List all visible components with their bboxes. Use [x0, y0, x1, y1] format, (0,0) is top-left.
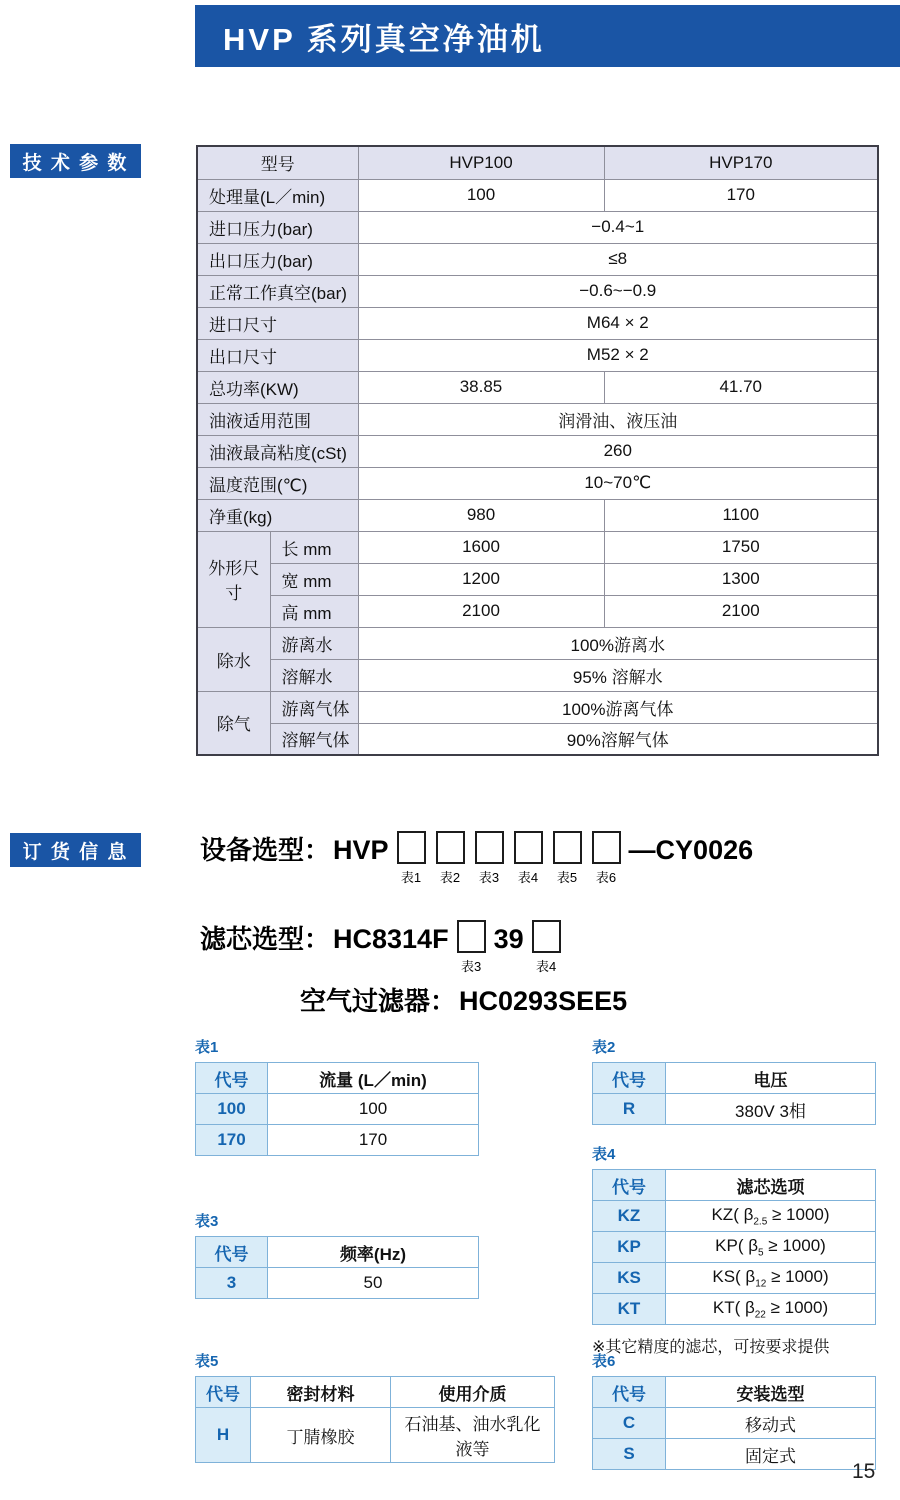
device-selection-label: 设备选型： [200, 835, 331, 865]
spec-sub-label: 高 mm [270, 595, 358, 627]
device-selection-line [200, 831, 756, 884]
spec-row [197, 531, 878, 563]
sub-table-row [593, 1294, 876, 1325]
code-box [532, 920, 561, 953]
spec-row [197, 275, 878, 307]
code-box [436, 831, 465, 864]
filter-selection-line [200, 920, 566, 973]
sub-table-header-cell: 密封材料 [251, 1377, 391, 1408]
air-filter-label: 空气过滤器： [300, 986, 457, 1016]
sub-table-3 [195, 1210, 479, 1299]
spec-row-label: 出口尺寸 [197, 339, 358, 371]
spec-row [197, 403, 878, 435]
sub-table-cell: KT [593, 1294, 666, 1325]
spec-value-cell: ≤8 [358, 243, 878, 275]
code-box [514, 831, 543, 864]
spec-header-hvp170: HVP170 [604, 146, 878, 179]
spec-group-label: 除水 [197, 627, 270, 691]
sub-table-4 [592, 1143, 876, 1357]
code-box-group [553, 831, 582, 884]
sub-table-cell: H [196, 1408, 251, 1463]
code-box-group [457, 920, 486, 973]
spec-sub-label: 溶解水 [270, 659, 358, 691]
spec-value-cell: −0.4~1 [358, 211, 878, 243]
filter-code-segments [330, 920, 566, 973]
sub-table [195, 1376, 555, 1463]
page-title: HVP 系列真空净油机 [223, 21, 545, 57]
sub-table-row [593, 1201, 876, 1232]
spec-value-cell: 1200 [358, 563, 604, 595]
sub-table-cell: 50 [268, 1268, 479, 1299]
spec-row-label: 净重(kg) [197, 499, 358, 531]
code-box-group [592, 831, 621, 884]
spec-row [197, 339, 878, 371]
sub-table-title: 表2 [592, 1039, 616, 1056]
code-box [397, 831, 426, 864]
sub-table-header-cell: 代号 [196, 1377, 251, 1408]
spec-header-model: 型号 [197, 146, 358, 179]
sub-table-header-cell: 频率(Hz) [268, 1237, 479, 1268]
sub-table-cell: 100 [196, 1094, 268, 1125]
spec-value-cell: 100%游离气体 [358, 691, 878, 723]
sub-table-5 [195, 1350, 555, 1463]
spec-value-cell: 100%游离水 [358, 627, 878, 659]
spec-header-hvp100: HVP100 [358, 146, 604, 179]
air-filter-value: HC0293SEE5 [459, 986, 628, 1016]
spec-value-cell: 980 [358, 499, 604, 531]
sub-table-footnote: ※其它精度的滤芯，可按要求提供 [592, 1339, 830, 1356]
sub-table-cell: KT( $\beta_{22} \ge 1000$) [666, 1294, 876, 1325]
air-filter-line [300, 982, 630, 1020]
sub-table [592, 1062, 876, 1125]
spec-group-label: 除气 [197, 691, 270, 755]
code-box [457, 920, 486, 953]
sub-table-cell: 石油基、油水乳化液等 [391, 1408, 555, 1463]
spec-row [197, 595, 878, 627]
code-box [475, 831, 504, 864]
sub-table-cell: 丁腈橡胶 [251, 1408, 391, 1463]
spec-value-cell: M52 × 2 [358, 339, 878, 371]
sub-table-cell: KS( $\beta_{12} \ge 1000$) [666, 1263, 876, 1294]
code-box-group [397, 831, 426, 884]
spec-row [197, 435, 878, 467]
sub-table-row [196, 1408, 555, 1463]
code-box-note: 表4 [517, 870, 539, 885]
spec-row [197, 307, 878, 339]
sub-table-row [196, 1268, 479, 1299]
spec-value-cell: 100 [358, 179, 604, 211]
spec-value-cell: M64 × 2 [358, 307, 878, 339]
sub-table-cell: KP( $\beta_5 \ge 1000$) [666, 1232, 876, 1263]
code-box-note: 表3 [460, 959, 482, 974]
sub-table-cell: 100 [268, 1094, 479, 1125]
code-text: HVP [333, 835, 389, 865]
spec-row [197, 467, 878, 499]
spec-row [197, 179, 878, 211]
spec-row [197, 371, 878, 403]
sub-table-cell: 3 [196, 1268, 268, 1299]
code-text: —CY0026 [628, 835, 754, 865]
spec-row-label: 进口尺寸 [197, 307, 358, 339]
spec-row-label: 出口压力(bar) [197, 243, 358, 275]
sub-table-header-row [196, 1377, 555, 1408]
sub-table-header-cell: 电压 [666, 1063, 876, 1094]
sub-table-row [593, 1263, 876, 1294]
spec-value-cell: 38.85 [358, 371, 604, 403]
spec-row [197, 627, 878, 659]
spec-row-label: 油液最高粘度(cSt) [197, 435, 358, 467]
sub-table-header-cell: 代号 [196, 1237, 268, 1268]
code-box-note: 表4 [536, 959, 557, 974]
spec-row [197, 499, 878, 531]
sub-table-header-cell: 代号 [593, 1170, 666, 1201]
sub-table-header-row [196, 1237, 479, 1268]
spec-table [196, 145, 879, 756]
sub-table-row [196, 1125, 479, 1156]
spec-row [197, 691, 878, 723]
page-title-bar [195, 5, 900, 67]
spec-row-label: 进口压力(bar) [197, 211, 358, 243]
spec-value-cell: 41.70 [604, 371, 878, 403]
sub-table-header-cell: 代号 [593, 1063, 666, 1094]
sub-table-cell: 固定式 [666, 1439, 876, 1470]
code-box [592, 831, 621, 864]
sub-table-header-row [593, 1170, 876, 1201]
sub-table-cell: KS [593, 1263, 666, 1294]
sub-table-header-cell: 流量 (L／min) [268, 1063, 479, 1094]
spec-value-cell: 10~70℃ [358, 467, 878, 499]
sub-table-title: 表4 [592, 1146, 616, 1163]
sub-table-cell: R [593, 1094, 666, 1125]
spec-value-cell: 1100 [604, 499, 878, 531]
sub-table-cell: 380V 3相 [666, 1094, 876, 1125]
sub-table-header-cell: 安装选型 [666, 1377, 876, 1408]
spec-value-cell: 2100 [358, 595, 604, 627]
sub-table-header-row [593, 1377, 876, 1408]
sub-table-header-cell: 使用介质 [391, 1377, 555, 1408]
spec-row-label: 处理量(L／min) [197, 179, 358, 211]
sub-table-cell: 170 [196, 1125, 268, 1156]
sub-table-cell: C [593, 1408, 666, 1439]
spec-row-label: 油液适用范围 [197, 403, 358, 435]
spec-value-cell: 170 [604, 179, 878, 211]
sub-table-row [593, 1408, 876, 1439]
spec-value-cell: 1300 [604, 563, 878, 595]
spec-row-label: 总功率(KW) [197, 371, 358, 403]
sub-table-header-cell: 代号 [593, 1377, 666, 1408]
code-text: HC8314F [333, 924, 449, 954]
sub-table-row [593, 1094, 876, 1125]
code-box-note: 表5 [556, 870, 578, 885]
spec-header-row [197, 146, 878, 179]
sub-table [592, 1376, 876, 1470]
sub-table-cell: KP [593, 1232, 666, 1263]
sub-table-title: 表6 [592, 1353, 616, 1370]
spec-value-cell: 润滑油、液压油 [358, 403, 878, 435]
spec-value-cell: 1600 [358, 531, 604, 563]
sub-table-1 [195, 1036, 479, 1156]
spec-sub-label: 长 mm [270, 531, 358, 563]
sub-table-title: 表5 [195, 1353, 219, 1370]
spec-row-label: 温度范围(℃) [197, 467, 358, 499]
filter-selection-label: 滤芯选型： [200, 924, 331, 954]
sub-table-cell: 移动式 [666, 1408, 876, 1439]
code-text: 39 [493, 924, 524, 954]
code-box-note: 表1 [400, 870, 422, 885]
code-box-group [514, 831, 543, 884]
sub-table-row [593, 1439, 876, 1470]
code-box [553, 831, 582, 864]
sub-table-header-cell: 滤芯选项 [666, 1170, 876, 1201]
spec-row [197, 243, 878, 275]
code-box-group [436, 831, 465, 884]
tech-params-badge: 技 术 参 数 [10, 144, 141, 178]
spec-value-cell: 2100 [604, 595, 878, 627]
code-box-note: 表2 [439, 870, 461, 885]
device-code-segments [330, 831, 756, 884]
spec-sub-label: 游离气体 [270, 691, 358, 723]
sub-table-6 [592, 1350, 876, 1470]
sub-table-row [593, 1232, 876, 1263]
code-box-group [475, 831, 504, 884]
code-box-note: 表3 [478, 870, 500, 885]
spec-value-cell: 95% 溶解水 [358, 659, 878, 691]
spec-sub-label: 宽 mm [270, 563, 358, 595]
sub-table-row [196, 1094, 479, 1125]
sub-table-cell: S [593, 1439, 666, 1470]
sub-table-cell: KZ( $\beta_{2.5} \ge 1000$) [666, 1201, 876, 1232]
spec-value-cell: −0.6~−0.9 [358, 275, 878, 307]
code-box-group [532, 920, 561, 973]
spec-group-label: 外形尺寸 [197, 531, 270, 627]
sub-table [592, 1169, 876, 1325]
sub-table-header-row [593, 1063, 876, 1094]
spec-row [197, 659, 878, 691]
spec-row [197, 211, 878, 243]
spec-row [197, 563, 878, 595]
sub-table-cell: KZ [593, 1201, 666, 1232]
ordering-info-badge: 订 货 信 息 [10, 833, 141, 867]
sub-table-2 [592, 1036, 876, 1125]
code-box-note: 表6 [595, 870, 617, 885]
sub-table-title: 表3 [195, 1213, 219, 1230]
spec-row [197, 723, 878, 755]
spec-row-label: 正常工作真空(bar) [197, 275, 358, 307]
spec-value-cell: 260 [358, 435, 878, 467]
sub-table-cell: 170 [268, 1125, 479, 1156]
spec-value-cell: 1750 [604, 531, 878, 563]
sub-table [195, 1062, 479, 1156]
spec-value-cell: 90%溶解气体 [358, 723, 878, 755]
sub-table-header-cell: 代号 [196, 1063, 268, 1094]
sub-table-title: 表1 [195, 1039, 219, 1056]
spec-sub-label: 游离水 [270, 627, 358, 659]
sub-table-header-row [196, 1063, 479, 1094]
spec-sub-label: 溶解气体 [270, 723, 358, 755]
page-number: 15 [852, 1460, 876, 1483]
sub-table [195, 1236, 479, 1299]
